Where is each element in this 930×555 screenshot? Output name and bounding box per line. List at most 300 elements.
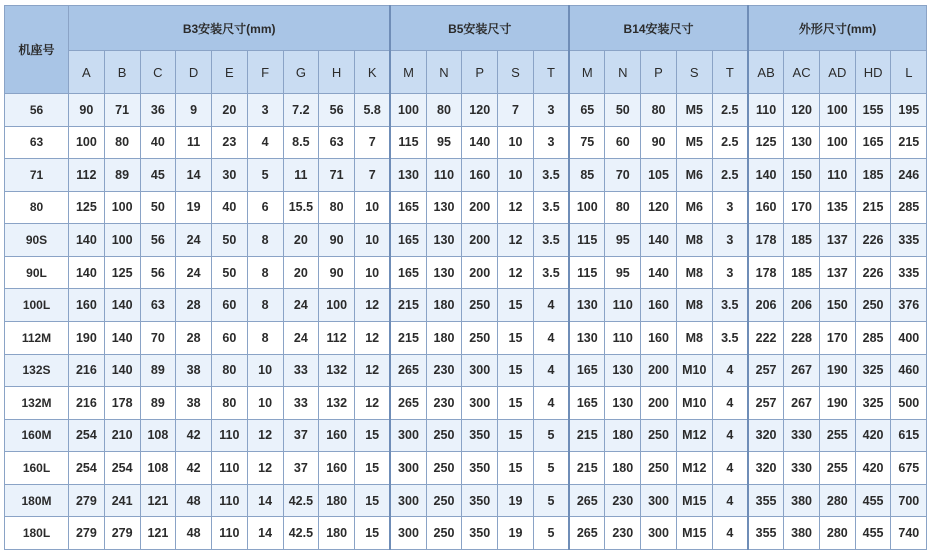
value-cell: 12 — [355, 354, 391, 387]
value-cell: 121 — [140, 517, 176, 550]
value-cell: 420 — [855, 419, 891, 452]
value-cell: 85 — [569, 159, 605, 192]
value-cell: 130 — [390, 159, 426, 192]
value-cell: 160 — [462, 159, 498, 192]
value-cell: 14 — [247, 484, 283, 517]
value-cell: 228 — [784, 321, 820, 354]
value-cell: 15 — [355, 452, 391, 485]
value-cell: 100 — [819, 94, 855, 127]
column-header: AB — [748, 51, 784, 94]
value-cell: 115 — [569, 224, 605, 257]
value-cell: 246 — [891, 159, 927, 192]
value-cell: 180 — [319, 484, 355, 517]
value-cell: 100 — [819, 126, 855, 159]
value-cell: 60 — [212, 289, 248, 322]
column-header: A — [69, 51, 105, 94]
column-header: S — [676, 51, 712, 94]
table-row — [5, 256, 927, 289]
value-cell: 195 — [891, 94, 927, 127]
value-cell: 108 — [140, 419, 176, 452]
value-cell: 130 — [605, 354, 641, 387]
value-cell: 170 — [819, 321, 855, 354]
value-cell: 12 — [498, 256, 534, 289]
value-cell: 12 — [498, 191, 534, 224]
value-cell: 355 — [748, 484, 784, 517]
value-cell: 335 — [891, 256, 927, 289]
table-row — [5, 191, 927, 224]
value-cell: 12 — [355, 321, 391, 354]
value-cell: 135 — [819, 191, 855, 224]
value-cell: 165 — [855, 126, 891, 159]
value-cell: 23 — [212, 126, 248, 159]
value-cell: 110 — [212, 517, 248, 550]
value-cell: 10 — [498, 159, 534, 192]
group-header-3: 外形尺寸(mm) — [748, 6, 927, 51]
value-cell: 80 — [212, 354, 248, 387]
value-cell: 50 — [140, 191, 176, 224]
value-cell: 4 — [712, 517, 748, 550]
value-cell: 215 — [390, 289, 426, 322]
value-cell: 89 — [140, 387, 176, 420]
value-cell: 4 — [712, 419, 748, 452]
table-row — [5, 126, 927, 159]
column-header: P — [462, 51, 498, 94]
value-cell: 90 — [319, 256, 355, 289]
column-header: T — [533, 51, 569, 94]
value-cell: 48 — [176, 484, 212, 517]
value-cell: 15 — [355, 517, 391, 550]
value-cell: 10 — [247, 387, 283, 420]
value-cell: 95 — [605, 256, 641, 289]
value-cell: 9 — [176, 94, 212, 127]
value-cell: 56 — [140, 224, 176, 257]
value-cell: 48 — [176, 517, 212, 550]
column-header: F — [247, 51, 283, 94]
value-cell: 335 — [891, 224, 927, 257]
value-cell: 254 — [69, 452, 105, 485]
value-cell: 80 — [104, 126, 140, 159]
value-cell: 140 — [104, 289, 140, 322]
value-cell: 267 — [784, 354, 820, 387]
value-cell: 10 — [498, 126, 534, 159]
value-cell: 130 — [605, 387, 641, 420]
value-cell: 140 — [748, 159, 784, 192]
value-cell: 33 — [283, 387, 319, 420]
value-cell: 254 — [69, 419, 105, 452]
model-cell: 112M — [5, 321, 69, 354]
value-cell: 12 — [247, 419, 283, 452]
value-cell: 137 — [819, 256, 855, 289]
value-cell: 4 — [533, 321, 569, 354]
value-cell: 95 — [426, 126, 462, 159]
value-cell: 125 — [748, 126, 784, 159]
value-cell: 200 — [641, 387, 677, 420]
value-cell: 95 — [605, 224, 641, 257]
value-cell: 110 — [605, 289, 641, 322]
value-cell: 15 — [498, 354, 534, 387]
column-header: L — [891, 51, 927, 94]
value-cell: 38 — [176, 354, 212, 387]
value-cell: 40 — [140, 126, 176, 159]
column-header: M — [390, 51, 426, 94]
table-row — [5, 354, 927, 387]
value-cell: 165 — [569, 354, 605, 387]
value-cell: 4 — [533, 354, 569, 387]
value-cell: 130 — [426, 224, 462, 257]
column-header: M — [569, 51, 605, 94]
value-cell: 241 — [104, 484, 140, 517]
value-cell: 178 — [104, 387, 140, 420]
value-cell: 3.5 — [712, 289, 748, 322]
dimension-table-container — [4, 5, 926, 550]
value-cell: 12 — [247, 452, 283, 485]
value-cell: 89 — [140, 354, 176, 387]
value-cell: 200 — [641, 354, 677, 387]
value-cell: 250 — [426, 419, 462, 452]
value-cell: 80 — [212, 387, 248, 420]
value-cell: 20 — [212, 94, 248, 127]
value-cell: 255 — [819, 452, 855, 485]
value-cell: 24 — [176, 224, 212, 257]
column-header: T — [712, 51, 748, 94]
column-header: N — [426, 51, 462, 94]
value-cell: 42 — [176, 419, 212, 452]
value-cell: 250 — [641, 419, 677, 452]
value-cell: 115 — [569, 256, 605, 289]
value-cell: 140 — [69, 256, 105, 289]
value-cell: 70 — [605, 159, 641, 192]
value-cell: 15 — [498, 452, 534, 485]
value-cell: 455 — [855, 517, 891, 550]
value-cell: 615 — [891, 419, 927, 452]
value-cell: 460 — [891, 354, 927, 387]
value-cell: 132 — [319, 354, 355, 387]
value-cell: 500 — [891, 387, 927, 420]
column-header: K — [355, 51, 391, 94]
value-cell: 108 — [140, 452, 176, 485]
value-cell: 90 — [319, 224, 355, 257]
value-cell: 100 — [104, 191, 140, 224]
model-cell: 132S — [5, 354, 69, 387]
table-row — [5, 419, 927, 452]
value-cell: 8 — [247, 321, 283, 354]
value-cell: 180 — [605, 419, 641, 452]
value-cell: 257 — [748, 387, 784, 420]
model-header: 机座号 — [5, 6, 69, 94]
value-cell: 330 — [784, 452, 820, 485]
value-cell: M10 — [676, 387, 712, 420]
value-cell: 3.5 — [533, 224, 569, 257]
value-cell: 376 — [891, 289, 927, 322]
value-cell: 75 — [569, 126, 605, 159]
value-cell: 5 — [533, 517, 569, 550]
value-cell: 250 — [641, 452, 677, 485]
value-cell: 100 — [569, 191, 605, 224]
value-cell: 279 — [69, 517, 105, 550]
group-header-row — [5, 6, 927, 51]
value-cell: 300 — [390, 517, 426, 550]
value-cell: 165 — [390, 224, 426, 257]
value-cell: 11 — [176, 126, 212, 159]
value-cell: 350 — [462, 517, 498, 550]
value-cell: 160 — [641, 289, 677, 322]
value-cell: 38 — [176, 387, 212, 420]
value-cell: 14 — [176, 159, 212, 192]
value-cell: 190 — [819, 387, 855, 420]
value-cell: 3.5 — [533, 159, 569, 192]
value-cell: 42.5 — [283, 517, 319, 550]
value-cell: 3 — [533, 126, 569, 159]
value-cell: 19 — [176, 191, 212, 224]
value-cell: 45 — [140, 159, 176, 192]
value-cell: 210 — [104, 419, 140, 452]
value-cell: 71 — [104, 94, 140, 127]
value-cell: 112 — [319, 321, 355, 354]
value-cell: 178 — [748, 256, 784, 289]
value-cell: 300 — [390, 484, 426, 517]
value-cell: 42.5 — [283, 484, 319, 517]
column-header: E — [212, 51, 248, 94]
value-cell: M8 — [676, 224, 712, 257]
value-cell: 320 — [748, 452, 784, 485]
value-cell: 12 — [355, 387, 391, 420]
value-cell: M15 — [676, 484, 712, 517]
value-cell: 110 — [748, 94, 784, 127]
model-cell: 56 — [5, 94, 69, 127]
value-cell: 280 — [819, 484, 855, 517]
value-cell: M8 — [676, 289, 712, 322]
value-cell: 42 — [176, 452, 212, 485]
value-cell: 130 — [426, 191, 462, 224]
value-cell: 8 — [247, 224, 283, 257]
value-cell: 5 — [533, 484, 569, 517]
value-cell: 15 — [498, 321, 534, 354]
value-cell: 267 — [784, 387, 820, 420]
value-cell: 6 — [247, 191, 283, 224]
value-cell: 125 — [104, 256, 140, 289]
value-cell: 14 — [247, 517, 283, 550]
value-cell: 11 — [283, 159, 319, 192]
value-cell: 455 — [855, 484, 891, 517]
value-cell: 110 — [819, 159, 855, 192]
value-cell: 50 — [605, 94, 641, 127]
value-cell: 155 — [855, 94, 891, 127]
value-cell: 350 — [462, 484, 498, 517]
value-cell: 230 — [426, 387, 462, 420]
value-cell: 130 — [784, 126, 820, 159]
motor-dimension-table — [4, 5, 927, 550]
value-cell: 300 — [641, 484, 677, 517]
value-cell: 70 — [140, 321, 176, 354]
model-cell: 100L — [5, 289, 69, 322]
value-cell: 216 — [69, 387, 105, 420]
value-cell: 110 — [426, 159, 462, 192]
value-cell: 230 — [426, 354, 462, 387]
value-cell: M10 — [676, 354, 712, 387]
value-cell: 279 — [104, 517, 140, 550]
value-cell: 257 — [748, 354, 784, 387]
value-cell: 24 — [176, 256, 212, 289]
group-header-1: B5安装尺寸 — [390, 6, 569, 51]
value-cell: 19 — [498, 517, 534, 550]
value-cell: 130 — [426, 256, 462, 289]
value-cell: 4 — [247, 126, 283, 159]
value-cell: 20 — [283, 224, 319, 257]
value-cell: 140 — [104, 354, 140, 387]
value-cell: 265 — [569, 484, 605, 517]
value-cell: 215 — [855, 191, 891, 224]
value-cell: M12 — [676, 452, 712, 485]
group-header-2: B14安装尺寸 — [569, 6, 748, 51]
value-cell: 90 — [69, 94, 105, 127]
value-cell: 8.5 — [283, 126, 319, 159]
value-cell: 4 — [712, 452, 748, 485]
value-cell: 10 — [355, 256, 391, 289]
value-cell: 4 — [712, 387, 748, 420]
value-cell: 15 — [498, 419, 534, 452]
value-cell: 5.8 — [355, 94, 391, 127]
value-cell: 350 — [462, 452, 498, 485]
value-cell: 250 — [462, 321, 498, 354]
table-row — [5, 289, 927, 322]
value-cell: 15.5 — [283, 191, 319, 224]
model-cell: 63 — [5, 126, 69, 159]
value-cell: 215 — [891, 126, 927, 159]
value-cell: 350 — [462, 419, 498, 452]
model-cell: 71 — [5, 159, 69, 192]
value-cell: 265 — [390, 387, 426, 420]
value-cell: 185 — [784, 256, 820, 289]
value-cell: 180 — [319, 517, 355, 550]
value-cell: 2.5 — [712, 126, 748, 159]
model-cell: 180L — [5, 517, 69, 550]
value-cell: 330 — [784, 419, 820, 452]
column-header: AD — [819, 51, 855, 94]
value-cell: 255 — [819, 419, 855, 452]
value-cell: 63 — [140, 289, 176, 322]
value-cell: 180 — [426, 321, 462, 354]
table-row — [5, 321, 927, 354]
value-cell: 4 — [533, 387, 569, 420]
value-cell: 185 — [784, 224, 820, 257]
value-cell: 36 — [140, 94, 176, 127]
value-cell: 400 — [891, 321, 927, 354]
value-cell: 280 — [819, 517, 855, 550]
value-cell: 285 — [891, 191, 927, 224]
value-cell: 165 — [569, 387, 605, 420]
value-cell: 250 — [426, 517, 462, 550]
value-cell: 160 — [319, 419, 355, 452]
value-cell: 4 — [712, 354, 748, 387]
value-cell: M15 — [676, 517, 712, 550]
value-cell: 24 — [283, 289, 319, 322]
value-cell: 254 — [104, 452, 140, 485]
column-header: P — [641, 51, 677, 94]
value-cell: 100 — [319, 289, 355, 322]
value-cell: 3 — [247, 94, 283, 127]
model-cell: 90S — [5, 224, 69, 257]
value-cell: 3 — [712, 256, 748, 289]
value-cell: 165 — [390, 191, 426, 224]
value-cell: 7.2 — [283, 94, 319, 127]
value-cell: 160 — [69, 289, 105, 322]
value-cell: 250 — [855, 289, 891, 322]
value-cell: 4 — [533, 289, 569, 322]
value-cell: 150 — [819, 289, 855, 322]
value-cell: 132 — [319, 387, 355, 420]
value-cell: 19 — [498, 484, 534, 517]
value-cell: M5 — [676, 126, 712, 159]
value-cell: 50 — [212, 224, 248, 257]
value-cell: 226 — [855, 224, 891, 257]
value-cell: 110 — [212, 484, 248, 517]
column-header: AC — [784, 51, 820, 94]
value-cell: 40 — [212, 191, 248, 224]
value-cell: 5 — [533, 419, 569, 452]
value-cell: 115 — [390, 126, 426, 159]
value-cell: 140 — [462, 126, 498, 159]
value-cell: M12 — [676, 419, 712, 452]
value-cell: 200 — [462, 191, 498, 224]
value-cell: 3 — [712, 224, 748, 257]
model-cell: 90L — [5, 256, 69, 289]
value-cell: 3.5 — [533, 256, 569, 289]
value-cell: 56 — [319, 94, 355, 127]
value-cell: 105 — [641, 159, 677, 192]
table-row — [5, 387, 927, 420]
value-cell: 140 — [69, 224, 105, 257]
value-cell: 71 — [319, 159, 355, 192]
value-cell: 12 — [355, 289, 391, 322]
value-cell: M8 — [676, 321, 712, 354]
model-cell: 132M — [5, 387, 69, 420]
value-cell: 160 — [748, 191, 784, 224]
value-cell: 216 — [69, 354, 105, 387]
value-cell: 63 — [319, 126, 355, 159]
table-row — [5, 159, 927, 192]
value-cell: 215 — [569, 452, 605, 485]
value-cell: 165 — [390, 256, 426, 289]
value-cell: 380 — [784, 484, 820, 517]
value-cell: 110 — [212, 452, 248, 485]
model-cell: 160M — [5, 419, 69, 452]
value-cell: 325 — [855, 387, 891, 420]
value-cell: 140 — [104, 321, 140, 354]
value-cell: M5 — [676, 94, 712, 127]
value-cell: 60 — [212, 321, 248, 354]
value-cell: 230 — [605, 484, 641, 517]
value-cell: 80 — [426, 94, 462, 127]
value-cell: 325 — [855, 354, 891, 387]
value-cell: 250 — [462, 289, 498, 322]
value-cell: 7 — [498, 94, 534, 127]
value-cell: 140 — [641, 256, 677, 289]
value-cell: 56 — [140, 256, 176, 289]
value-cell: 10 — [247, 354, 283, 387]
value-cell: 80 — [605, 191, 641, 224]
value-cell: 110 — [212, 419, 248, 452]
value-cell: 190 — [819, 354, 855, 387]
column-header: B — [104, 51, 140, 94]
value-cell: 740 — [891, 517, 927, 550]
column-header: D — [176, 51, 212, 94]
value-cell: 100 — [390, 94, 426, 127]
value-cell: 110 — [605, 321, 641, 354]
value-cell: 3 — [533, 94, 569, 127]
value-cell: 33 — [283, 354, 319, 387]
value-cell: 28 — [176, 321, 212, 354]
value-cell: 230 — [605, 517, 641, 550]
